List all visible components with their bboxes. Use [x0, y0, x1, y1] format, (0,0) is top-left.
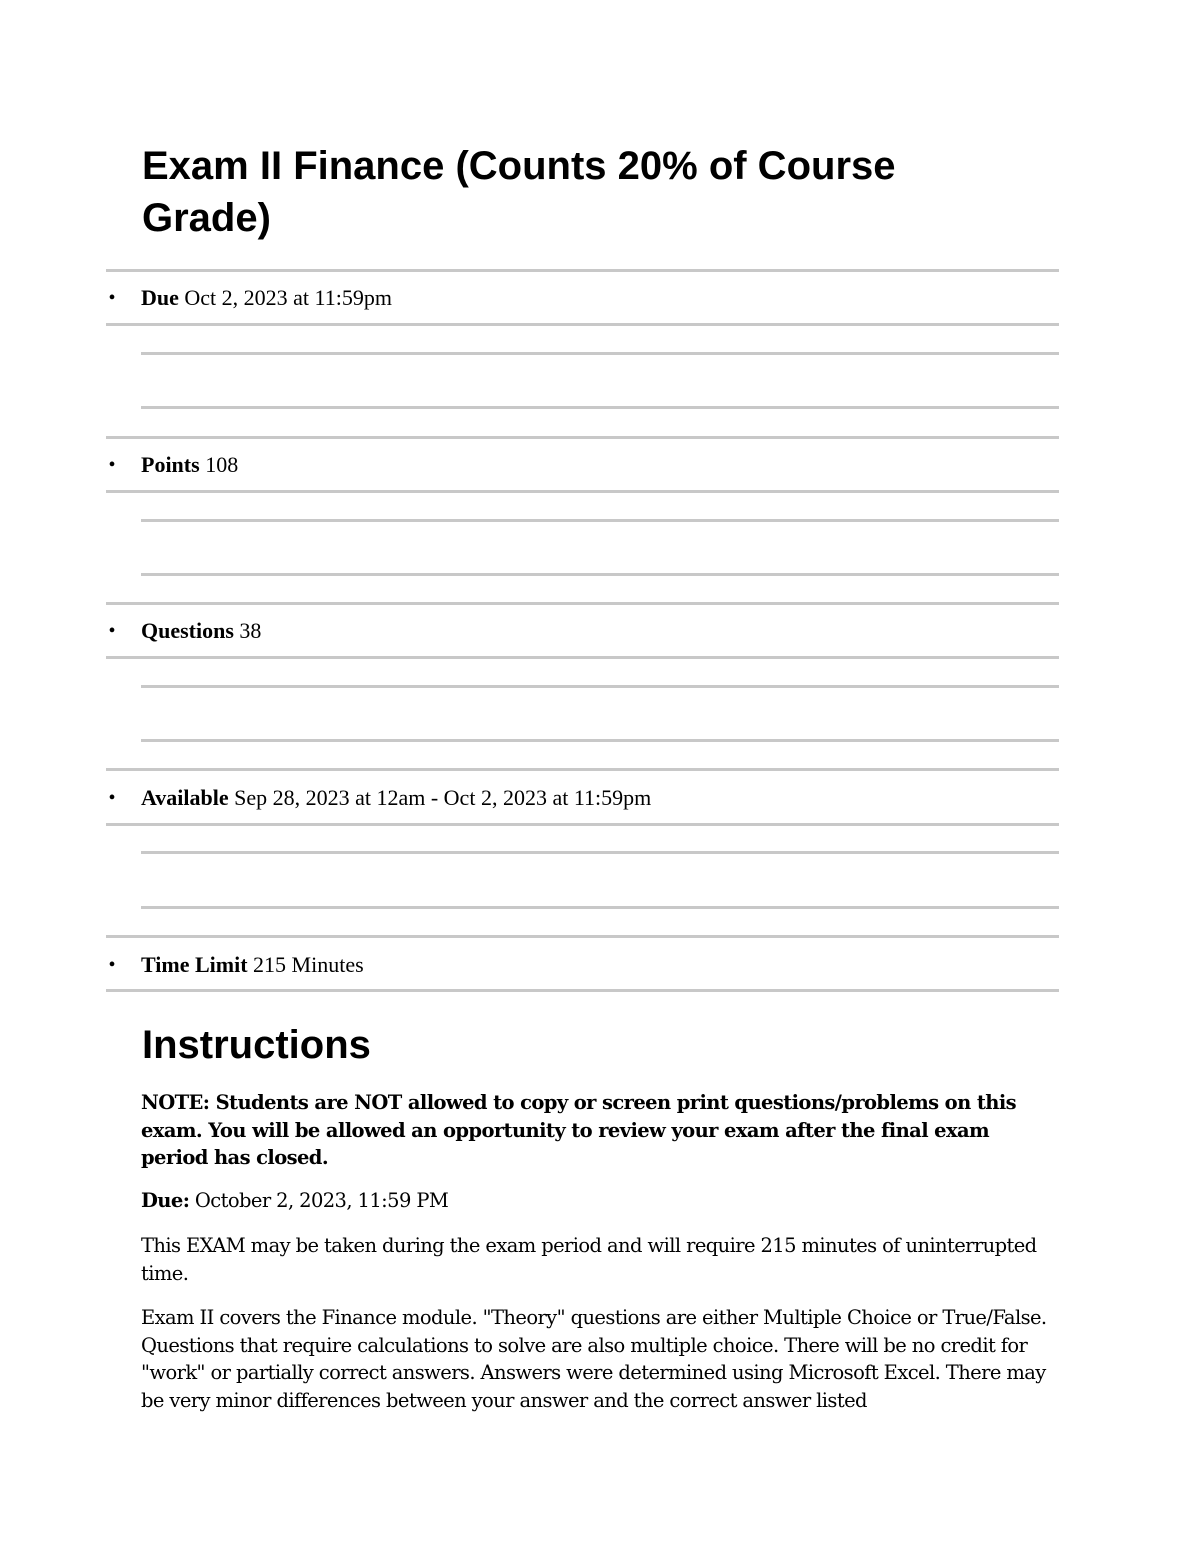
- detail-value: 38: [239, 618, 262, 643]
- divider: [106, 656, 1059, 659]
- detail-points: [106, 450, 1059, 480]
- bullet-icon: •: [108, 954, 116, 976]
- bullet-icon: •: [108, 287, 116, 309]
- instructions-heading: Instructions: [142, 1023, 371, 1067]
- divider: [141, 519, 1059, 522]
- divider: [106, 602, 1059, 605]
- divider: [106, 989, 1059, 992]
- instructions-paragraph: This EXAM may be taken during the exam period and will require 215 minutes of uninterrupted time.: [141, 1234, 1037, 1285]
- divider: [106, 935, 1059, 938]
- divider: [106, 323, 1059, 326]
- divider: [106, 768, 1059, 771]
- detail-label: Available: [141, 785, 229, 810]
- divider: [141, 573, 1059, 576]
- divider: [106, 823, 1059, 826]
- detail-available: [106, 783, 1059, 813]
- divider: [106, 269, 1059, 272]
- divider: [141, 352, 1059, 355]
- detail-questions: [106, 616, 1059, 646]
- due-label: Due:: [141, 1189, 190, 1212]
- detail-value: 215 Minutes: [253, 952, 364, 977]
- divider: [106, 490, 1059, 493]
- detail-due: [106, 283, 1059, 313]
- due-value: October 2, 2023, 11:59 PM: [194, 1189, 449, 1212]
- bullet-icon: •: [108, 620, 116, 642]
- detail-value: Oct 2, 2023 at 11:59pm: [184, 285, 392, 310]
- divider: [141, 685, 1059, 688]
- exam-note: NOTE: Students are NOT allowed to copy or screen print questions/problems on this exam. You will be allowed an opportunity to review your exam after the final exam period has closed.: [141, 1091, 1017, 1169]
- instructions-paragraph: Exam II covers the Finance module. "Theory" questions are either Multiple Choice or True/False. Questions that require calculations to solve are also multiple choice. There will be no credit for "work" or partially correct answers. Answers were determined using Microsoft Excel. There may be very minor differences between your answer and the correct answer listed: [141, 1306, 1047, 1412]
- divider: [141, 739, 1059, 742]
- detail-label: Due: [141, 285, 179, 310]
- detail-label: Points: [141, 452, 200, 477]
- detail-label: Questions: [141, 618, 234, 643]
- divider: [141, 406, 1059, 409]
- bullet-icon: •: [108, 787, 116, 809]
- bullet-icon: •: [108, 454, 116, 476]
- page-title: Exam II Finance (Counts 20% of Course Grade): [142, 144, 896, 240]
- detail-label: Time Limit: [141, 952, 248, 977]
- detail-time-limit: [106, 950, 1059, 980]
- due-line: [141, 1187, 1056, 1215]
- divider: [141, 906, 1059, 909]
- divider: [141, 851, 1059, 854]
- divider: [106, 436, 1059, 439]
- detail-value: Sep 28, 2023 at 12am - Oct 2, 2023 at 11:59pm: [234, 785, 652, 810]
- detail-value: 108: [205, 452, 239, 477]
